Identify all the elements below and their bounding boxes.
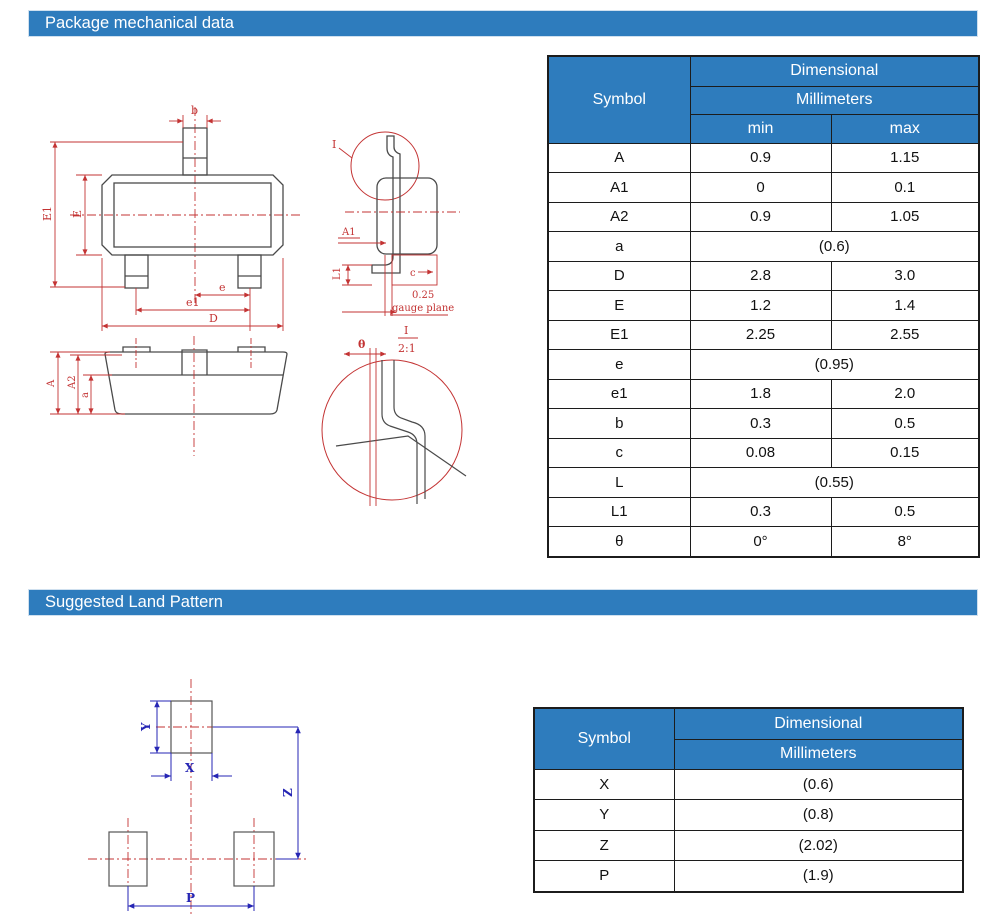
table-row — [548, 527, 979, 557]
symbol-header: Symbol — [534, 708, 674, 769]
dim-label-z: Z — [281, 788, 295, 797]
table-row — [548, 232, 979, 262]
table-header-row — [548, 56, 979, 86]
table-row — [548, 320, 979, 350]
symbol-cell: e1 — [548, 379, 690, 409]
max-cell: 0.5 — [831, 409, 979, 439]
table-row — [534, 830, 963, 861]
dim-label-p: P — [186, 891, 196, 905]
lead-detail-drawing — [320, 318, 500, 513]
package-dimensions-table — [547, 55, 980, 558]
dim-label-a1: A1 — [342, 227, 356, 238]
symbol-cell: E1 — [548, 320, 690, 350]
table-row — [548, 468, 979, 498]
symbol-cell: E — [548, 291, 690, 321]
value-cell: (2.02) — [674, 830, 963, 861]
max-cell: 0.15 — [831, 438, 979, 468]
min-cell: 0 — [690, 173, 831, 203]
max-cell: 1.4 — [831, 291, 979, 321]
dimensional-header: Dimensional — [674, 708, 963, 739]
gauge-plane-label: gauge plane — [392, 303, 455, 314]
section-title: Suggested Land Pattern — [45, 593, 223, 611]
min-cell: 0.9 — [690, 143, 831, 173]
dim-label-e-body: E — [71, 209, 84, 218]
table-row — [548, 143, 979, 173]
dimensional-header: Dimensional — [690, 56, 979, 86]
table-row — [548, 350, 979, 380]
table-header-row — [534, 708, 963, 739]
package-top-view-drawing — [40, 95, 330, 345]
detail-callout-label: I — [404, 324, 409, 337]
dim-label-l1: L1 — [332, 266, 343, 280]
symbol-cell: Z — [534, 830, 674, 861]
min-cell: 0.08 — [690, 438, 831, 468]
max-cell: 1.15 — [831, 143, 979, 173]
value-cell: (1.9) — [674, 861, 963, 892]
detail-circle — [322, 360, 462, 500]
dim-label-d: D — [209, 312, 218, 325]
detail-lead-outline — [336, 360, 466, 504]
symbol-cell: Y — [534, 800, 674, 831]
max-cell: 2.0 — [831, 379, 979, 409]
dim-label-a2: A2 — [67, 375, 78, 389]
max-cell: 0.1 — [831, 173, 979, 203]
land-pattern-table — [533, 707, 964, 893]
symbol-cell: D — [548, 261, 690, 291]
symbol-cell: A1 — [548, 173, 690, 203]
table-row — [534, 769, 963, 800]
min-cell: 0.3 — [690, 409, 831, 439]
front-body-outline — [105, 347, 287, 414]
max-cell: 3.0 — [831, 261, 979, 291]
value-cell: (0.8) — [674, 800, 963, 831]
table-row — [548, 438, 979, 468]
symbol-cell: a — [548, 232, 690, 262]
gauge-plane-value: 0.25 — [412, 290, 435, 301]
section-title: Package mechanical data — [45, 14, 234, 32]
dim-label-e1-outer: E1 — [41, 205, 54, 221]
min-cell: 2.25 — [690, 320, 831, 350]
dim-label-e1: e1 — [186, 296, 200, 309]
symbol-cell: e — [548, 350, 690, 380]
value-cell: (0.6) — [674, 769, 963, 800]
symbol-cell: X — [534, 769, 674, 800]
min-cell: 2.8 — [690, 261, 831, 291]
min-cell: 0.3 — [690, 497, 831, 527]
detail-scale-label: 2:1 — [398, 342, 416, 355]
symbol-cell: θ — [548, 527, 690, 557]
millimeters-header: Millimeters — [690, 86, 979, 114]
dim-label-a-height: A — [46, 379, 57, 387]
min-cell: 1.2 — [690, 291, 831, 321]
max-cell: 0.5 — [831, 497, 979, 527]
millimeters-header: Millimeters — [674, 739, 963, 769]
package-front-view-drawing — [20, 330, 320, 460]
symbol-cell: b — [548, 409, 690, 439]
table-row — [548, 261, 979, 291]
symbol-cell: A — [548, 143, 690, 173]
land-pattern-drawing — [80, 665, 335, 924]
dim-label-x: X — [185, 761, 195, 775]
section-header-package — [28, 10, 978, 37]
table-row — [548, 497, 979, 527]
value-cell: (0.95) — [690, 350, 979, 380]
package-body-outline — [102, 128, 283, 288]
callout-label-i: I — [332, 138, 337, 151]
dim-label-c: c — [410, 268, 416, 279]
max-cell: 8° — [831, 527, 979, 557]
symbol-cell: L — [548, 468, 690, 498]
table-row — [548, 202, 979, 232]
dim-label-e: e — [219, 281, 226, 294]
table-row — [548, 409, 979, 439]
section-header-land — [28, 589, 978, 616]
max-header: max — [831, 114, 979, 143]
dim-label-b: b — [191, 104, 199, 117]
table-row — [548, 173, 979, 203]
value-cell: (0.55) — [690, 468, 979, 498]
min-cell: 0° — [690, 527, 831, 557]
side-body-outline — [372, 136, 437, 273]
symbol-cell: A2 — [548, 202, 690, 232]
dim-label-theta: θ — [358, 338, 366, 351]
max-cell: 1.05 — [831, 202, 979, 232]
table-row — [534, 800, 963, 831]
dim-label-a-lower: a — [80, 392, 91, 398]
symbol-header: Symbol — [548, 56, 690, 143]
min-cell: 1.8 — [690, 379, 831, 409]
land-pads — [109, 701, 274, 886]
table-row — [534, 861, 963, 892]
max-cell: 2.55 — [831, 320, 979, 350]
value-cell: (0.6) — [690, 232, 979, 262]
detail-callout-circle — [351, 132, 419, 200]
dim-label-y: Y — [139, 722, 153, 731]
min-cell: 0.9 — [690, 202, 831, 232]
min-header: min — [690, 114, 831, 143]
symbol-cell: c — [548, 438, 690, 468]
table-row — [548, 291, 979, 321]
symbol-cell: L1 — [548, 497, 690, 527]
table-row — [548, 379, 979, 409]
symbol-cell: P — [534, 861, 674, 892]
